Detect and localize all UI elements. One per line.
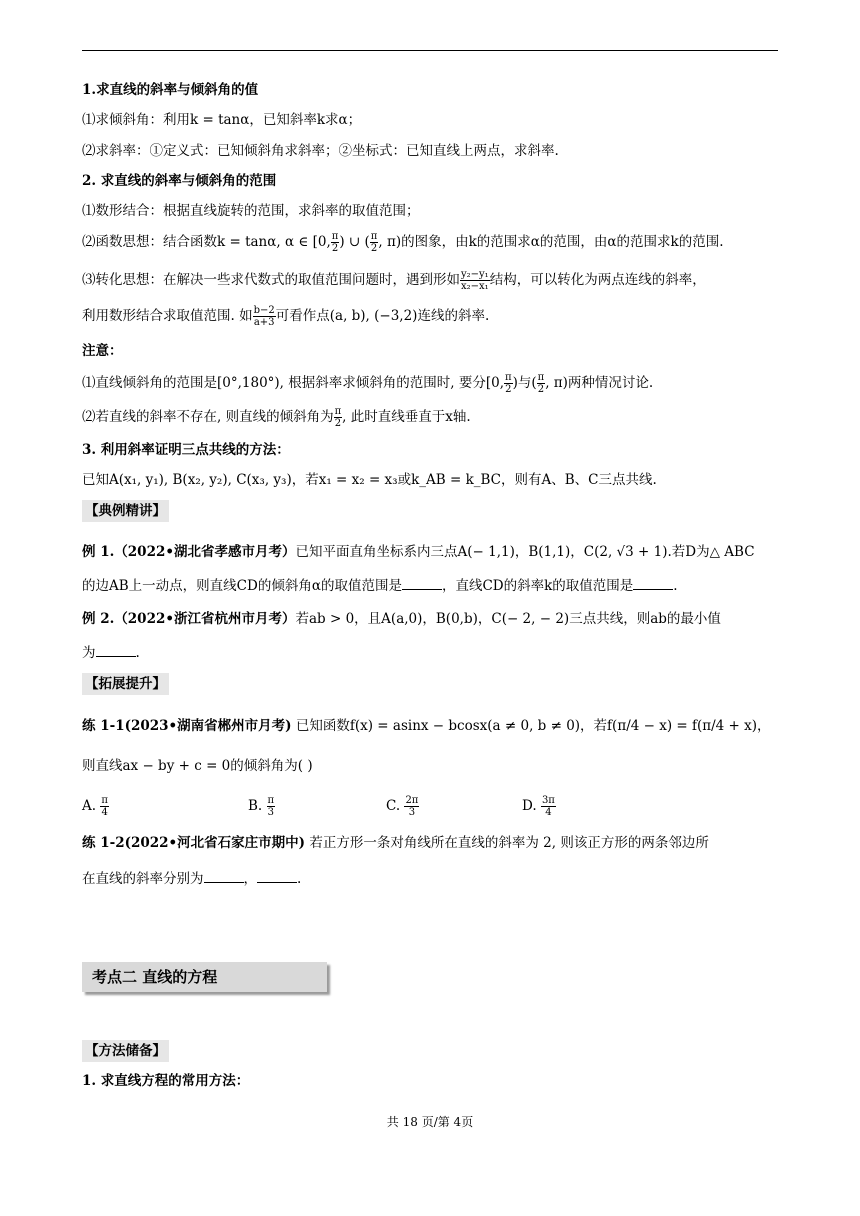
line-function-idea: ⑵函数思想：结合函数k = tanα, α ∈ [0, $\frac{\pi}{2}$ ) ∪ ( $\frac{\pi}{2}$ , π)的图象，由k的范围求α的范围，由α的范围求k的范围. bbox=[82, 231, 724, 254]
fraction-pi-over-2: $\frac{\pi}{2}$ bbox=[334, 406, 342, 429]
note-line-1: ⑴直线倾斜角的范围是[0°,180°), 根据斜率求倾斜角的范围时, 要分[0, $\frac{\pi}{2}$ )与( $\frac{\pi}{2}$ , π)两种情况讨论. bbox=[82, 372, 654, 395]
fraction-example: $\frac{b-2}{a+3}$ bbox=[253, 305, 275, 328]
fraction-pi-over-2: $\frac{\pi}{2}$ bbox=[370, 231, 378, 254]
heading-line-equation-methods: 1. 求直线方程的常用方法： bbox=[82, 1073, 250, 1089]
answer-blank[interactable] bbox=[633, 575, 673, 590]
tag-extension: 【拓展提升】 bbox=[82, 673, 169, 695]
practice-2-line-2: 在直线的斜率分别为 ， . bbox=[82, 868, 301, 889]
example-2-line-2: 为 . bbox=[82, 642, 140, 663]
heading-slope-value: 1.求直线的斜率与倾斜角的值 bbox=[82, 82, 259, 98]
practice-2-line-1: 练 1-2(2022•河北省石家庄市期中) 若正方形一条对角线所在直线的斜率为 2, 则该正方形的两条邻边所 bbox=[82, 835, 709, 851]
page-footer: 共 18 页/第 4页 bbox=[386, 1115, 474, 1129]
line-transform-example: 利用数形结合求取值范围. 如 $\frac{b-2}{a+3}$ 可看作点(a, b), (−3,2)连线的斜率. bbox=[82, 305, 490, 328]
answer-blank[interactable] bbox=[257, 868, 297, 883]
line-shape-number: ⑴数形结合：根据直线旋转的范围，求斜率的取值范围； bbox=[82, 203, 420, 219]
header-rule bbox=[82, 50, 778, 51]
answer-blank[interactable] bbox=[204, 868, 244, 883]
line-collinear: 已知A(x₁, y₁), B(x₂, y₂), C(x₃, y₃)，若x₁ = x₂ = x₃或k_AB = k_BC，则有A、B、C三点共线. bbox=[82, 472, 657, 488]
answer-blank[interactable] bbox=[402, 575, 442, 590]
example-1-line-1: 例 1.（2022•湖北省孝感市月考）已知平面直角坐标系内三点A(− 1,1)，B(1,1)，C(2, √3 + 1).若D为△ ABC bbox=[82, 544, 755, 560]
fraction-pi-over-2: $\frac{\pi}{2}$ bbox=[537, 372, 545, 395]
heading-slope-range: 2. 求直线的斜率与倾斜角的范围 bbox=[82, 173, 277, 189]
option-a[interactable]: A. $\frac{\pi}{4}$ bbox=[82, 795, 108, 818]
practice-1-line-2: 则直线ax − by + c = 0的倾斜角为( ) bbox=[82, 758, 313, 774]
answer-blank[interactable] bbox=[96, 642, 136, 657]
option-d[interactable]: D. $\frac{3\pi}{4}$ bbox=[522, 795, 555, 818]
option-c[interactable]: C. $\frac{2\pi}{3}$ bbox=[386, 795, 419, 818]
example-1-line-2: 的边AB上一动点，则直线CD的倾斜角α的取值范围是 ，直线CD的斜率k的取值范围是 . bbox=[82, 575, 678, 596]
line-slope: ⑵求斜率：①定义式：已知倾斜角求斜率；②坐标式：已知直线上两点，求斜率. bbox=[82, 143, 559, 159]
tag-method-reserve: 【方法储备】 bbox=[82, 1040, 169, 1062]
fraction-pi-over-2: $\frac{\pi}{2}$ bbox=[505, 372, 512, 395]
example-2-line-1: 例 2.（2022•浙江省杭州市月考）若ab > 0，且A(a,0)，B(0,b)，C(− 2, − 2)三点共线，则ab的最小值 bbox=[82, 611, 721, 627]
line-transform-idea: ⑶转化思想：在解决一些求代数式的取值范围问题时，遇到形如 $\frac{\text{y₂−y₁}}{\text{x₂−x₁}}$ 结构，可以转化为两点连线的斜率， bbox=[82, 269, 706, 292]
line-inclination: ⑴求倾斜角：利用k = tanα，已知斜率k求α； bbox=[82, 112, 362, 128]
fraction-pi-over-2: $\frac{\pi}{2}$ bbox=[331, 231, 339, 254]
section-heading-line-equation: 考点二 直线的方程 bbox=[82, 962, 327, 992]
heading-collinear: 3. 利用斜率证明三点共线的方法： bbox=[82, 442, 290, 458]
tag-examples: 【典例精讲】 bbox=[82, 500, 169, 522]
note-label: 注意： bbox=[82, 343, 123, 359]
practice-1-line-1: 练 1-1(2023•湖南省郴州市月考) 已知函数f(x) = asinx − bcosx(a ≠ 0, b ≠ 0)，若f(π/4 − x) = f(π/4 + x)， bbox=[82, 718, 771, 734]
note-line-2: ⑵若直线的斜率不存在, 则直线的倾斜角为 $\frac{\pi}{2}$ , 此时直线垂直于x轴. bbox=[82, 406, 471, 429]
option-b[interactable]: B. $\frac{\pi}{3}$ bbox=[248, 795, 275, 818]
fraction-slope-formula: $\frac{\text{y₂−y₁}}{\text{x₂−x₁}}$ bbox=[461, 269, 489, 292]
